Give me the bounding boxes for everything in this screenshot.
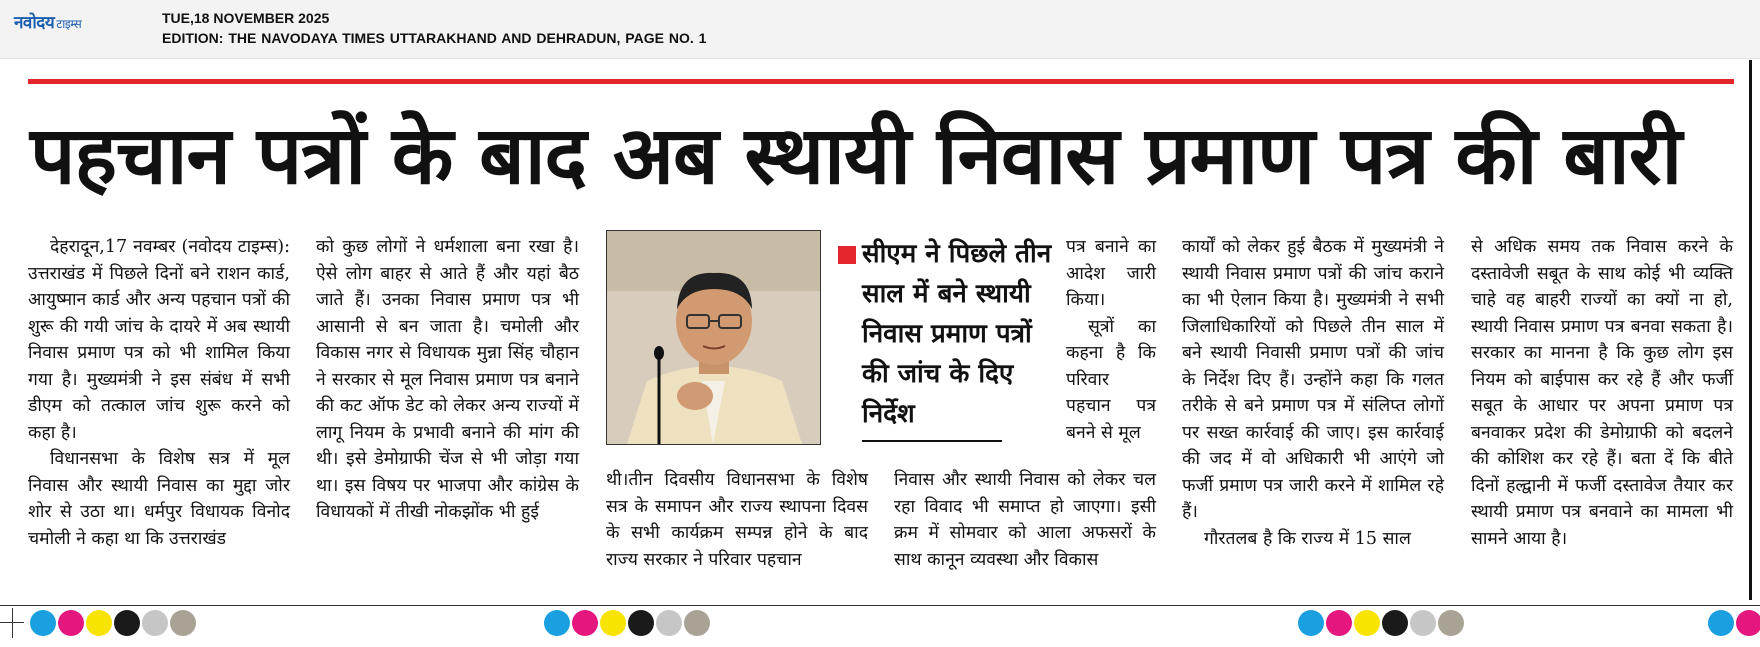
registration-dot xyxy=(1438,610,1464,636)
red-rule xyxy=(28,79,1734,84)
col3-paragraph: थी।तीन दिवसीय विधानसभा के विशेष सत्र के समापन और राज्य स्थापना दिवस के सभी कार्यक्रम सम्पन्न होने के बाद राज्य सरकार ने परिवार पहचान xyxy=(606,470,868,570)
registration-dot xyxy=(142,610,168,636)
newspaper-logo[interactable] xyxy=(14,10,81,33)
col5-paragraph-2: गौरतलब है कि राज्य में 15 साल xyxy=(1204,528,1411,549)
article-column-1 xyxy=(28,234,290,552)
registration-dot xyxy=(628,610,654,636)
registration-dot xyxy=(600,610,626,636)
registration-dot xyxy=(1382,610,1408,636)
issue-date: TUE,18 NOVEMBER 2025 xyxy=(162,10,330,26)
registration-dot xyxy=(1326,610,1352,636)
article-column-3 xyxy=(606,467,868,573)
col4-paragraph-1: पत्र बनाने का आदेश जारी किया। xyxy=(1066,237,1156,310)
col4-paragraph-2: सूत्रों का कहना है कि परिवार पहचान पत्र बनने से मूल xyxy=(1066,316,1156,443)
registration-dot xyxy=(684,610,710,636)
registration-dot xyxy=(170,610,196,636)
col6-paragraph: से अधिक समय तक निवास करने के दस्तावेजी सबूत के साथ कोई भी व्यक्ति चाहे वह बाहरी राज्यों का क्यों ना हो, स्थायी निवास प्रमाण पत्र बनवा सकता है। सरकार का मानना है कि कुछ लोग इस नियम को बाईपास कर रहे हैं और फर्जी सबूत के आधार पर अपना प्रमाण पत्र बनवाकर प्रदेश की डेमोग्राफी को बदलने की कोशिश कर रहे हैं। बता दें कि बीते दिनों हल्द्वानी में फर्जी दस्तावेज तैयार कर स्थायी प्रमाण पत्र बनवाने का मामला भी सामने आया है। xyxy=(1471,237,1733,549)
registration-dot xyxy=(656,610,682,636)
article-column-6 xyxy=(1471,234,1733,552)
registration-dot xyxy=(572,610,598,636)
registration-dot xyxy=(30,610,56,636)
registration-dot xyxy=(114,610,140,636)
col4-bottom-paragraph: निवास और स्थायी निवास को लेकर चल रहा विवाद भी समाप्त हो जाएगा। इसी क्रम में सोमवार को आला अफसरों के साथ कानून व्यवस्था और विकास xyxy=(894,470,1156,570)
registration-dot xyxy=(1354,610,1380,636)
registration-dot xyxy=(1736,610,1760,636)
col5-paragraph-1: कार्यों को लेकर हुई बैठक में मुख्यमंत्री ने स्थायी निवास प्रमाण पत्रों की जांच कराने का भी ऐलान किया है। मुख्यमंत्री ने सभी जिलाधिकारियों को पिछले तीन साल में बने स्थायी निवासी प्रमाण पत्रों की जांच के निर्देश दिए हैं। उन्होंने कहा कि गलत तरीके से बने प्रमाण पत्र में संलिप्त लोगों पर सख्त कार्रवाई की जाए। इस कार्रवाई की जद में वो अधिकारी भी आएंगे जो फर्जी प्रमाण पत्र जारी करने में शामिल रहे हैं। xyxy=(1182,237,1444,522)
edition-info: EDITION: THE NAVODAYA TIMES UTTARAKHAND AND DEHRADUN, PAGE NO. 1 xyxy=(162,30,707,46)
logo-main: नवोदय xyxy=(14,13,55,33)
cm-photo-image xyxy=(607,231,820,444)
article-column-4-top xyxy=(1066,234,1156,446)
highlight-text: सीएम ने पिछले तीन साल में बने स्थायी निवास प्रमाण पत्रों की जांच के दिए निर्देश xyxy=(862,239,1052,429)
highlight-underline xyxy=(862,440,1002,442)
registration-dot xyxy=(58,610,84,636)
registration-dot xyxy=(544,610,570,636)
masthead-bar xyxy=(0,0,1760,59)
article-column-2 xyxy=(316,234,579,526)
registration-dot xyxy=(86,610,112,636)
col1-paragraph-2: विधानसभा के विशेष सत्र में मूल निवास और स्थायी निवास का मुद्दा जोर शोर से उठा था। धर्मपुर विधायक विनोद चमोली ने कहा था कि उत्तराखंड xyxy=(28,449,290,549)
registration-dot xyxy=(1708,610,1734,636)
bottom-rule xyxy=(0,605,1760,606)
registration-dot xyxy=(1298,610,1324,636)
logo-sub: टाइम्स xyxy=(56,17,82,31)
highlight-box xyxy=(838,234,1060,434)
registration-dot xyxy=(1410,610,1436,636)
col1-paragraph-1: देहरादून,17 नवम्बर (नवोदय टाइम्स): उत्तराखंड में पिछले दिनों बने राशन कार्ड, आयुष्मान कार्ड और अन्य पहचान पत्रों की शुरू की गयी जांच के दायरे में अब स्थायी निवास प्रमाण पत्र को भी शामिल किया गया है। मुख्यमंत्री ने इस संबंध में सभी डीएम को तत्काल जांच शुरू करने को कहा है। xyxy=(28,237,290,443)
crop-mark-v xyxy=(12,608,13,638)
article-column-5 xyxy=(1182,234,1444,552)
red-square-bullet xyxy=(838,246,856,264)
headline: पहचान पत्रों के बाद अब स्थायी निवास प्रमाण पत्र की बारी xyxy=(30,109,1682,202)
cm-photo xyxy=(606,230,821,445)
col2-paragraph: को कुछ लोगों ने धर्मशाला बना रखा है। ऐसे लोग बाहर से आते हैं और यहां बैठ जाते हैं। उनका निवास प्रमाण पत्र भी आसानी से बन जाता है। चमोली और विकास नगर से विधायक मुन्ना सिंह चौहान ने सरकार से मूल निवास प्रमाण पत्र बनाने की कट ऑफ डेट को लेकर अन्य राज्यों में लागू नियम के प्रभावी बनाने की मांग की थी। इसे डेमोग्राफी चेंज से भी जोड़ा गया था। इस विषय पर भाजपा और कांग्रेस के विधायकों में तीखी नोकझोंक भी हुई xyxy=(316,237,579,522)
article-column-4-bottom xyxy=(894,467,1156,573)
page-edge-line xyxy=(1749,60,1752,600)
